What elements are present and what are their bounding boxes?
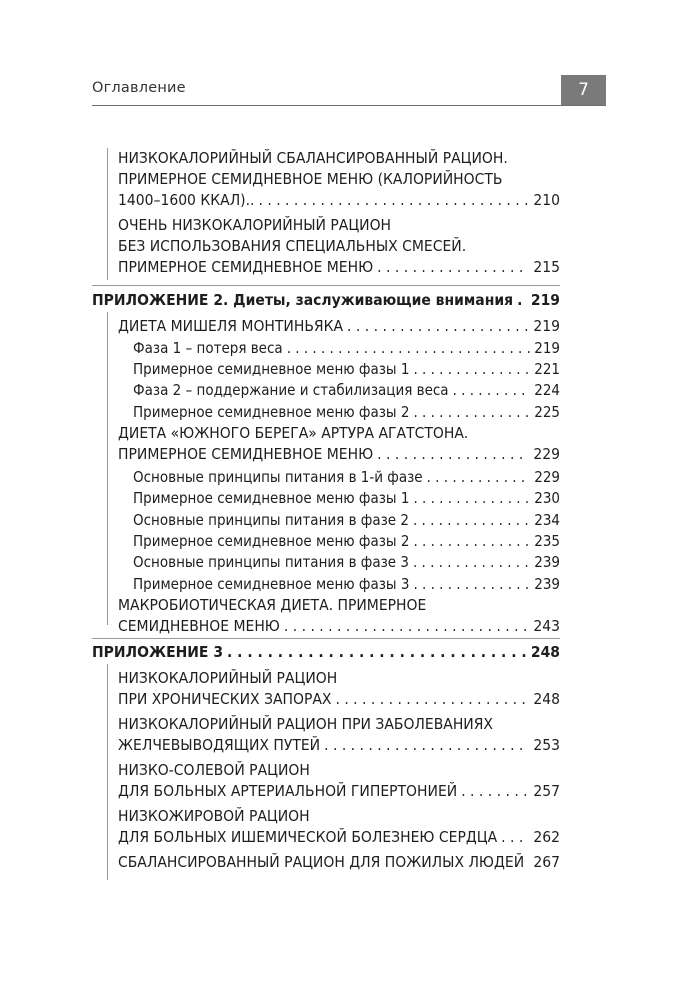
toc-entry-title: Основные принципы питания в фазе 2 bbox=[133, 511, 409, 529]
toc-subsection-entry bbox=[133, 338, 560, 359]
toc-entry-line: ДИЕТА «ЮЖНОГО БЕРЕГА» АРТУРА АГАТСТОНА. bbox=[118, 424, 469, 442]
toc-entry-title: ПРИМЕРНОЕ СЕМИДНЕВНОЕ МЕНЮ bbox=[118, 445, 374, 463]
toc-entry-title: ПРИ ХРОНИЧЕСКИХ ЗАПОРАХ bbox=[118, 690, 332, 708]
toc-appendix-entry bbox=[92, 290, 560, 311]
toc-leader-dots bbox=[335, 689, 529, 710]
toc-entry-title: Примерное семидневное меню фазы 1 bbox=[133, 489, 410, 507]
toc-page-number: 215 bbox=[533, 258, 560, 276]
toc-entry-line: НИЗКО-СОЛЕВОЙ РАЦИОН bbox=[118, 761, 310, 779]
toc-page-number: 229 bbox=[533, 445, 560, 463]
toc-leader-dots bbox=[324, 735, 529, 756]
toc-page-number: 243 bbox=[533, 617, 560, 635]
section-divider bbox=[92, 638, 560, 639]
toc-section-entry bbox=[118, 215, 560, 278]
toc-entry-title: Фаза 2 – поддержание и стабилизация веса bbox=[133, 381, 449, 399]
toc-leader-dots bbox=[413, 531, 530, 552]
toc-entry-line: ПРИМЕРНОЕ СЕМИДНЕВНОЕ МЕНЮ (КАЛОРИЙНОСТЬ bbox=[118, 170, 503, 188]
toc-leader-dots bbox=[413, 510, 530, 531]
toc-page-number: 229 bbox=[534, 468, 560, 486]
toc-entry-title: СЕМИДНЕВНОЕ МЕНЮ bbox=[118, 617, 280, 635]
toc-page-number: 257 bbox=[533, 782, 560, 800]
toc-section-entry bbox=[118, 316, 560, 337]
toc-subsection-entry bbox=[133, 467, 560, 488]
toc-page-number: 235 bbox=[534, 532, 560, 550]
toc-section-entry bbox=[118, 806, 560, 848]
indent-bracket bbox=[107, 664, 108, 880]
toc-leader-dots bbox=[377, 257, 529, 278]
toc-page-number: 234 bbox=[534, 511, 560, 529]
toc-page-number: 239 bbox=[534, 553, 560, 571]
toc-page-number: 267 bbox=[533, 853, 560, 871]
toc-leader-dots bbox=[287, 338, 531, 359]
toc-entry-title: ДЛЯ БОЛЬНЫХ АРТЕРИАЛЬНОЙ ГИПЕРТОНИЕЙ bbox=[118, 782, 458, 800]
toc-leader-dots bbox=[413, 402, 530, 423]
toc-page-number: 224 bbox=[534, 381, 560, 399]
toc-subsection-entry bbox=[133, 510, 560, 531]
toc-page-number: 219 bbox=[534, 339, 560, 357]
toc-leader-dots bbox=[377, 444, 529, 465]
toc-subsection-entry bbox=[133, 488, 560, 509]
toc-leader-dots bbox=[453, 380, 531, 401]
toc-entry-title: Основные принципы питания в 1-й фазе bbox=[133, 468, 423, 486]
toc-appendix-entry bbox=[92, 642, 560, 663]
toc-entry-line: БЕЗ ИСПОЛЬЗОВАНИЯ СПЕЦИАЛЬНЫХ СМЕСЕЙ. bbox=[118, 237, 467, 255]
page-number-badge: 7 bbox=[561, 75, 606, 105]
toc-leader-dots bbox=[413, 552, 530, 573]
toc-entry-line: ОЧЕНЬ НИЗКОКАЛОРИЙНЫЙ РАЦИОН bbox=[118, 216, 392, 234]
toc-leader-dots bbox=[258, 190, 529, 211]
toc-page-number: 253 bbox=[533, 736, 560, 754]
toc-leader-dots bbox=[427, 467, 531, 488]
toc-subsection-entry bbox=[133, 380, 560, 401]
toc-leader-dots bbox=[413, 488, 530, 509]
toc-subsection-entry bbox=[133, 531, 560, 552]
header-title: Оглавление bbox=[92, 80, 186, 96]
toc-entry-line: НИЗКОКАЛОРИЙНЫЙ РАЦИОН ПРИ ЗАБОЛЕВАНИЯХ bbox=[118, 715, 493, 733]
toc-page-number: 221 bbox=[534, 360, 560, 378]
toc-page-number: 262 bbox=[533, 828, 560, 846]
toc-entry-title: ПРИЛОЖЕНИЕ 3 bbox=[92, 643, 224, 661]
indent-bracket bbox=[107, 312, 108, 625]
toc-entry-title: СБАЛАНСИРОВАННЫЙ РАЦИОН ДЛЯ ПОЖИЛЫХ ЛЮДЕЙ bbox=[118, 853, 525, 871]
toc-entry-title: Основные принципы питания в фазе 3 bbox=[133, 553, 409, 571]
toc-page-number: 248 bbox=[533, 690, 560, 708]
toc-page-number: 219 bbox=[533, 317, 560, 335]
toc-section-entry bbox=[118, 668, 560, 710]
toc-leader-dots bbox=[347, 316, 529, 337]
toc-leader-dots bbox=[528, 852, 529, 873]
toc-page-number: 239 bbox=[534, 575, 560, 593]
toc-subsection-entry bbox=[133, 552, 560, 573]
toc-page-number: 248 bbox=[530, 643, 560, 661]
toc-page-number: 219 bbox=[530, 291, 560, 309]
section-divider bbox=[92, 285, 560, 286]
toc-page-number: 210 bbox=[533, 191, 560, 209]
toc-section-entry bbox=[118, 760, 560, 802]
running-header bbox=[92, 80, 606, 106]
toc-entry-title: Фаза 1 – потеря веса bbox=[133, 339, 283, 357]
toc-leader-dots bbox=[227, 642, 527, 663]
toc-entry-line: НИЗКОКАЛОРИЙНЫЙ СБАЛАНСИРОВАННЫЙ РАЦИОН. bbox=[118, 149, 508, 167]
toc-entry-title: ПРИЛОЖЕНИЕ 2. Диеты, заслуживающие внимания bbox=[92, 291, 514, 309]
toc-entry-title: Примерное семидневное меню фазы 1 bbox=[133, 360, 410, 378]
toc-entry-title: ДИЕТА МИШЕЛЯ МОНТИНЬЯКА bbox=[118, 317, 344, 335]
toc-entry-title: ПРИМЕРНОЕ СЕМИДНЕВНОЕ МЕНЮ bbox=[118, 258, 374, 276]
toc-leader-dots bbox=[413, 359, 530, 380]
toc-section-entry bbox=[118, 595, 560, 637]
toc-leader-dots bbox=[284, 616, 530, 637]
toc-entry-title: Примерное семидневное меню фазы 2 bbox=[133, 403, 410, 421]
toc-subsection-entry bbox=[133, 359, 560, 380]
toc-entry-title: Примерное семидневное меню фазы 3 bbox=[133, 575, 410, 593]
toc-section-entry bbox=[118, 148, 560, 211]
toc-page-number: 225 bbox=[534, 403, 560, 421]
toc-leader-dots bbox=[517, 290, 527, 311]
toc-leader-dots bbox=[461, 781, 529, 802]
toc-section-entry bbox=[118, 423, 560, 465]
toc-section-entry bbox=[118, 714, 560, 756]
toc-entry-title: Примерное семидневное меню фазы 2 bbox=[133, 532, 410, 550]
toc-entry-title: ЖЕЛЧЕВЫВОДЯЩИХ ПУТЕЙ bbox=[118, 736, 321, 754]
toc-subsection-entry bbox=[133, 574, 560, 595]
toc-page-number: 230 bbox=[534, 489, 560, 507]
toc-leader-dots bbox=[501, 827, 529, 848]
toc-entry-line: НИЗКОКАЛОРИЙНЫЙ РАЦИОН bbox=[118, 669, 338, 687]
indent-bracket bbox=[107, 148, 108, 280]
toc-entry-title: ДЛЯ БОЛЬНЫХ ИШЕМИЧЕСКОЙ БОЛЕЗНЕЮ СЕРДЦА bbox=[118, 828, 498, 846]
toc-leader-dots bbox=[413, 574, 530, 595]
toc-entry-line: НИЗКОЖИРОВОЙ РАЦИОН bbox=[118, 807, 310, 825]
toc-subsection-entry bbox=[133, 402, 560, 423]
toc-entry-title: 1400–1600 ККАЛ).. bbox=[118, 191, 255, 209]
toc-entry-line: МАКРОБИОТИЧЕСКАЯ ДИЕТА. ПРИМЕРНОЕ bbox=[118, 596, 427, 614]
toc-section-entry bbox=[118, 852, 560, 873]
